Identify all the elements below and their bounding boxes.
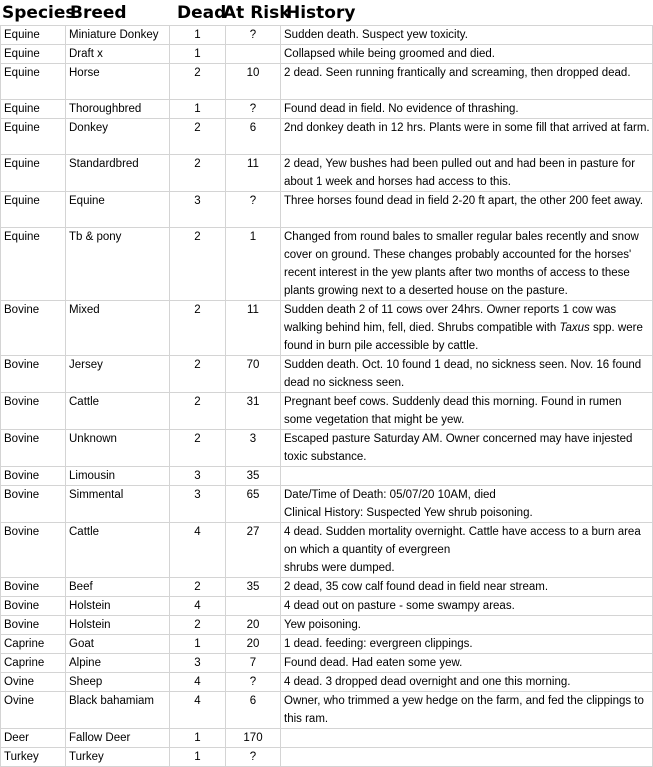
breed-cell: Fallow Deer: [66, 729, 170, 748]
table-row: [1, 228, 653, 301]
breed-cell: Goat: [66, 635, 170, 654]
header-at-risk: At Risk: [223, 3, 291, 23]
dead-cell: 3: [170, 192, 226, 228]
history-cell: 2 dead, Yew bushes had been pulled out and had been in pasture for about 1 week and horses had access to this.: [281, 155, 653, 192]
at-risk-cell: 11: [226, 301, 281, 356]
history-cell: Escaped pasture Saturday AM. Owner concerned may have injested toxic substance.: [281, 430, 653, 467]
history-cell: [281, 467, 653, 486]
dead-cell: 2: [170, 64, 226, 100]
breed-cell: Limousin: [66, 467, 170, 486]
dead-cell: 1: [170, 635, 226, 654]
table-row: [1, 654, 653, 673]
dead-cell: 1: [170, 45, 226, 64]
dead-cell: 1: [170, 100, 226, 119]
at-risk-cell: 3: [226, 430, 281, 467]
history-cell: Date/Time of Death: 05/07/20 10AM, died Clinical History: Suspected Yew shrub poisoning.: [281, 486, 653, 523]
at-risk-cell: 7: [226, 654, 281, 673]
table-row: [1, 597, 653, 616]
breed-cell: Thoroughbred: [66, 100, 170, 119]
dead-cell: 2: [170, 578, 226, 597]
breed-cell: Holstein: [66, 597, 170, 616]
dead-cell: 2: [170, 301, 226, 356]
species-cell: Bovine: [1, 301, 66, 356]
species-cell: Bovine: [1, 430, 66, 467]
table-row: [1, 26, 653, 45]
history-cell: 2 dead, 35 cow calf found dead in field near stream.: [281, 578, 653, 597]
dead-cell: 2: [170, 228, 226, 301]
breed-cell: Simmental: [66, 486, 170, 523]
at-risk-cell: 27: [226, 523, 281, 578]
dead-cell: 1: [170, 748, 226, 767]
table-row: [1, 192, 653, 228]
table-row: [1, 100, 653, 119]
history-cell: Sudden death. Oct. 10 found 1 dead, no sickness seen. Nov. 16 found dead no sickness seen.: [281, 356, 653, 393]
at-risk-cell: 65: [226, 486, 281, 523]
species-cell: Equine: [1, 192, 66, 228]
breed-cell: Holstein: [66, 616, 170, 635]
history-cell: Three horses found dead in field 2-20 ft apart, the other 200 feet away.: [281, 192, 653, 228]
taxus-italic: Taxus: [559, 322, 590, 334]
breed-cell: Jersey: [66, 356, 170, 393]
at-risk-cell: ?: [226, 192, 281, 228]
dead-cell: 3: [170, 654, 226, 673]
at-risk-cell: 10: [226, 64, 281, 100]
species-cell: Bovine: [1, 467, 66, 486]
dead-cell: 4: [170, 692, 226, 729]
species-cell: Caprine: [1, 635, 66, 654]
dead-cell: 2: [170, 356, 226, 393]
at-risk-cell: 11: [226, 155, 281, 192]
history-cell: 1 dead. feeding: evergreen clippings.: [281, 635, 653, 654]
species-cell: Equine: [1, 119, 66, 155]
species-cell: Bovine: [1, 578, 66, 597]
history-cell: Changed from round bales to smaller regular bales recently and snow cover on ground. These changes probably accounted for the horses' recent interest in the yew plants after two months of access to these plants growing next to a deserted house on the pasture.: [281, 228, 653, 301]
table-row: [1, 523, 653, 578]
dead-cell: 1: [170, 729, 226, 748]
at-risk-cell: 20: [226, 635, 281, 654]
species-cell: Equine: [1, 155, 66, 192]
breed-cell: Beef: [66, 578, 170, 597]
history-cell: [281, 748, 653, 767]
breed-cell: Standardbred: [66, 155, 170, 192]
dead-cell: 2: [170, 155, 226, 192]
breed-cell: Alpine: [66, 654, 170, 673]
header-dead: Dead: [177, 3, 227, 23]
species-cell: Turkey: [1, 748, 66, 767]
history-cell: 4 dead. Sudden mortality overnight. Cattle have access to a burn area on which a quantity of evergreen shrubs were dumped.: [281, 523, 653, 578]
breed-cell: Tb & pony: [66, 228, 170, 301]
header-history: History: [286, 3, 356, 23]
species-cell: Equine: [1, 100, 66, 119]
history-cell: 4 dead out on pasture - some swampy areas.: [281, 597, 653, 616]
at-risk-cell: 31: [226, 393, 281, 430]
table-row: [1, 467, 653, 486]
history-text: Sudden death 2 of 11 cows over 24hrs. Owner reports 1 cow was walking behind him, fell, died. Shrubs compatible with: [284, 304, 617, 334]
breed-cell: Sheep: [66, 673, 170, 692]
at-risk-cell: 70: [226, 356, 281, 393]
table-row: [1, 430, 653, 467]
species-cell: Ovine: [1, 673, 66, 692]
breed-cell: Cattle: [66, 393, 170, 430]
history-cell: Pregnant beef cows. Suddenly dead this morning. Found in rumen some vegetation that might be yew.: [281, 393, 653, 430]
breed-cell: Black bahamiam: [66, 692, 170, 729]
at-risk-cell: [226, 597, 281, 616]
breed-cell: Donkey: [66, 119, 170, 155]
table-row: [1, 45, 653, 64]
at-risk-cell: 35: [226, 467, 281, 486]
breed-cell: Unknown: [66, 430, 170, 467]
species-cell: Equine: [1, 64, 66, 100]
history-text: spp. were found in burn pile accessible by cattle.: [284, 322, 643, 352]
dead-cell: 1: [170, 26, 226, 45]
table-row: [1, 155, 653, 192]
table-row: [1, 356, 653, 393]
species-cell: Bovine: [1, 356, 66, 393]
breed-cell: Equine: [66, 192, 170, 228]
species-cell: Equine: [1, 228, 66, 301]
species-cell: Bovine: [1, 597, 66, 616]
at-risk-cell: ?: [226, 748, 281, 767]
dead-cell: 2: [170, 119, 226, 155]
table-row: [1, 64, 653, 100]
at-risk-cell: [226, 45, 281, 64]
species-cell: Bovine: [1, 523, 66, 578]
species-cell: Equine: [1, 45, 66, 64]
table-row: [1, 692, 653, 729]
history-cell: Sudden death. Suspect yew toxicity.: [281, 26, 653, 45]
table-row: [1, 748, 653, 767]
dead-cell: 2: [170, 430, 226, 467]
history-cell: Collapsed while being groomed and died.: [281, 45, 653, 64]
header-row: [0, 0, 653, 25]
table-row: [1, 578, 653, 597]
species-cell: Bovine: [1, 616, 66, 635]
at-risk-cell: 170: [226, 729, 281, 748]
breed-cell: Turkey: [66, 748, 170, 767]
yew-poisoning-table: [0, 25, 653, 767]
table-row: [1, 616, 653, 635]
table-row: [1, 301, 653, 356]
breed-cell: Horse: [66, 64, 170, 100]
at-risk-cell: ?: [226, 673, 281, 692]
history-cell: [281, 301, 653, 356]
dead-cell: 2: [170, 393, 226, 430]
breed-cell: Cattle: [66, 523, 170, 578]
species-cell: Ovine: [1, 692, 66, 729]
at-risk-cell: ?: [226, 100, 281, 119]
history-cell: 2nd donkey death in 12 hrs. Plants were in some fill that arrived at farm.: [281, 119, 653, 155]
species-cell: Caprine: [1, 654, 66, 673]
species-cell: Bovine: [1, 486, 66, 523]
at-risk-cell: 1: [226, 228, 281, 301]
table-row: [1, 673, 653, 692]
dead-cell: 4: [170, 523, 226, 578]
history-cell: Yew poisoning.: [281, 616, 653, 635]
dead-cell: 3: [170, 486, 226, 523]
dead-cell: 3: [170, 467, 226, 486]
history-cell: Found dead. Had eaten some yew.: [281, 654, 653, 673]
table-row: [1, 635, 653, 654]
dead-cell: 4: [170, 597, 226, 616]
history-cell: 4 dead. 3 dropped dead overnight and one this morning.: [281, 673, 653, 692]
dead-cell: 2: [170, 616, 226, 635]
history-cell: 2 dead. Seen running frantically and screaming, then dropped dead.: [281, 64, 653, 100]
species-cell: Equine: [1, 26, 66, 45]
at-risk-cell: 6: [226, 119, 281, 155]
breed-cell: Miniature Donkey: [66, 26, 170, 45]
at-risk-cell: 20: [226, 616, 281, 635]
table-row: [1, 393, 653, 430]
breed-cell: Draft x: [66, 45, 170, 64]
at-risk-cell: ?: [226, 26, 281, 45]
breed-cell: Mixed: [66, 301, 170, 356]
history-cell: Found dead in field. No evidence of thrashing.: [281, 100, 653, 119]
species-cell: Bovine: [1, 393, 66, 430]
history-cell: Owner, who trimmed a yew hedge on the farm, and fed the clippings to this ram.: [281, 692, 653, 729]
header-breed: Breed: [70, 3, 127, 23]
table-row: [1, 119, 653, 155]
header-species: Species: [2, 3, 76, 23]
at-risk-cell: 35: [226, 578, 281, 597]
species-cell: Deer: [1, 729, 66, 748]
at-risk-cell: 6: [226, 692, 281, 729]
dead-cell: 4: [170, 673, 226, 692]
table-row: [1, 486, 653, 523]
